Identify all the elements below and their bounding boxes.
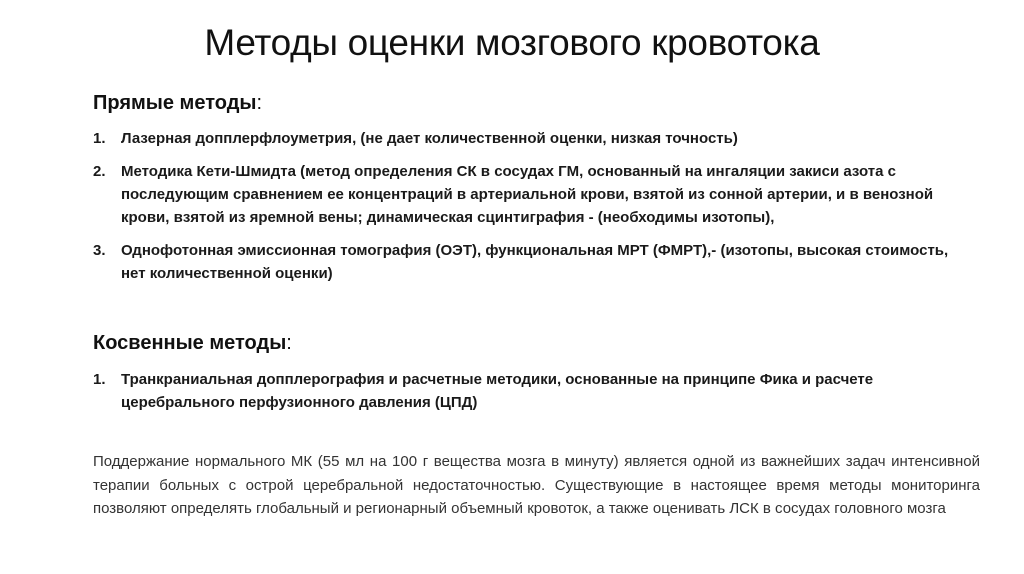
indirect-methods-heading-text: Косвенные методы [93,332,287,354]
slide-title: Методы оценки мозгового кровотока [204,22,820,63]
list-item-number: 1. [93,371,106,388]
list-item-text: Транкраниальная допплерография и расчетные методики, основанные на принципе Фика и расчете церебрального перфузионного давления (ЦПД) [121,371,874,411]
list-item [93,127,973,150]
list-item-number: 3. [93,242,106,259]
direct-methods-heading [93,92,262,115]
list-item-number: 2. [93,163,106,180]
list-item [93,160,973,229]
summary-paragraph: Поддержание нормального МК (55 мл на 100 г вещества мозга в минуту) является одной из важнейших задач интенсивной терапии больных с острой церебральной недостаточностью. Существующие в настоящее время методы мониторинга позволяют определять глобальный и регионарный объемный кровоток, а также оценивать ЛСК в сосудах головного мозга [93,453,980,517]
direct-methods-heading-text: Прямые методы [93,92,257,114]
indirect-methods-list [93,368,973,424]
list-item-text: Методика Кети-Шмидта (метод определения СК в сосудах ГМ, основанный на ингаляции закиси азота с последующим сравнением ее концентраций в артериальной крови, взятой из сонной артерии, и в венозной крови, взятой из яремной вены; динамическая сцинтиграфия - (необходимы изотопы), [121,163,934,226]
list-item [93,368,973,414]
list-item-number: 1. [93,130,106,147]
list-item [93,239,973,285]
list-item-text: Однофотонная эмиссионная томография (ОЭТ), функциональная МРТ (ФМРТ),- (изотопы, высокая стоимость, нет количественной оценки) [121,242,949,282]
indirect-methods-heading [93,332,292,355]
indirect-methods-heading-colon: : [286,332,292,354]
direct-methods-heading-colon: : [256,92,263,114]
list-item-text: Лазерная допплерфлоуметрия, (не дает количественной оценки, низкая точность) [121,130,738,147]
direct-methods-list [93,127,973,295]
